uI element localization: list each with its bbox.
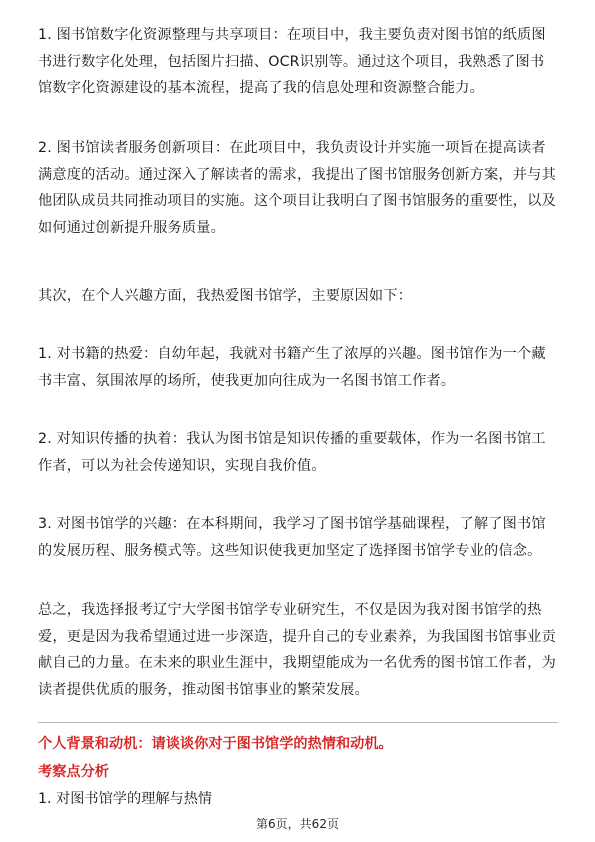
- paragraph-conclusion: 总之，我选择报考辽宁大学图书馆学专业研究生，不仅是因为我对图书馆学的热爱，更是因为我希望通过进一步深造，提升自己的专业素养，为我国图书馆事业贡献自己的力量。在未来的职业生涯中，我期望能成为一名优秀的图书馆工作者，为读者提供优质的服务，推动图书馆事业的繁荣发展。: [38, 602, 556, 698]
- analysis-item: 1. 对图书馆学的理解与热情: [38, 791, 213, 807]
- question-heading: 个人背景和动机：请谈谈你对于图书馆学的热情和动机。: [38, 736, 393, 752]
- paragraph-love-of-books: 1. 对书籍的热爱：自幼年起，我就对书籍产生了浓厚的兴趣。图书馆作为一个藏书丰富、氛围浓厚的场所，使我更加向往成为一名图书馆工作者。: [38, 346, 546, 389]
- analysis-heading: 考察点分析: [38, 764, 109, 780]
- section-divider: [38, 722, 558, 723]
- page-footer: 第6页，共62页: [256, 817, 339, 831]
- paragraph-interest-intro: 其次，在个人兴趣方面，我热爱图书馆学，主要原因如下：: [38, 288, 413, 304]
- paragraph-library-science-interest: 3. 对图书馆学的兴趣：在本科期间，我学习了图书馆学基础课程，了解了图书馆的发展历程、服务模式等。这些知识使我更加坚定了选择图书馆学专业的信念。: [38, 516, 546, 559]
- paragraph-project-digitization: 1. 图书馆数字化资源整理与共享项目：在项目中，我主要负责对图书馆的纸质图书进行数字化处理，包括图片扫描、OCR识别等。通过这个项目，我熟悉了图书馆数字化资源建设的基本流程，提高了我的信息处理和资源整合能力。: [38, 27, 546, 96]
- paragraph-knowledge-dissemination: 2. 对知识传播的执着：我认为图书馆是知识传播的重要载体，作为一名图书馆工作者，可以为社会传递知识，实现自我价值。: [38, 431, 546, 474]
- paragraph-project-reader-service: 2. 图书馆读者服务创新项目：在此项目中，我负责设计并实施一项旨在提高读者满意度的活动。通过深入了解读者的需求，我提出了图书馆服务创新方案，并与其他团队成员共同推动项目的实施。这个项目让我明白了图书馆服务的重要性，以及如何通过创新提升服务质量。: [38, 140, 556, 236]
